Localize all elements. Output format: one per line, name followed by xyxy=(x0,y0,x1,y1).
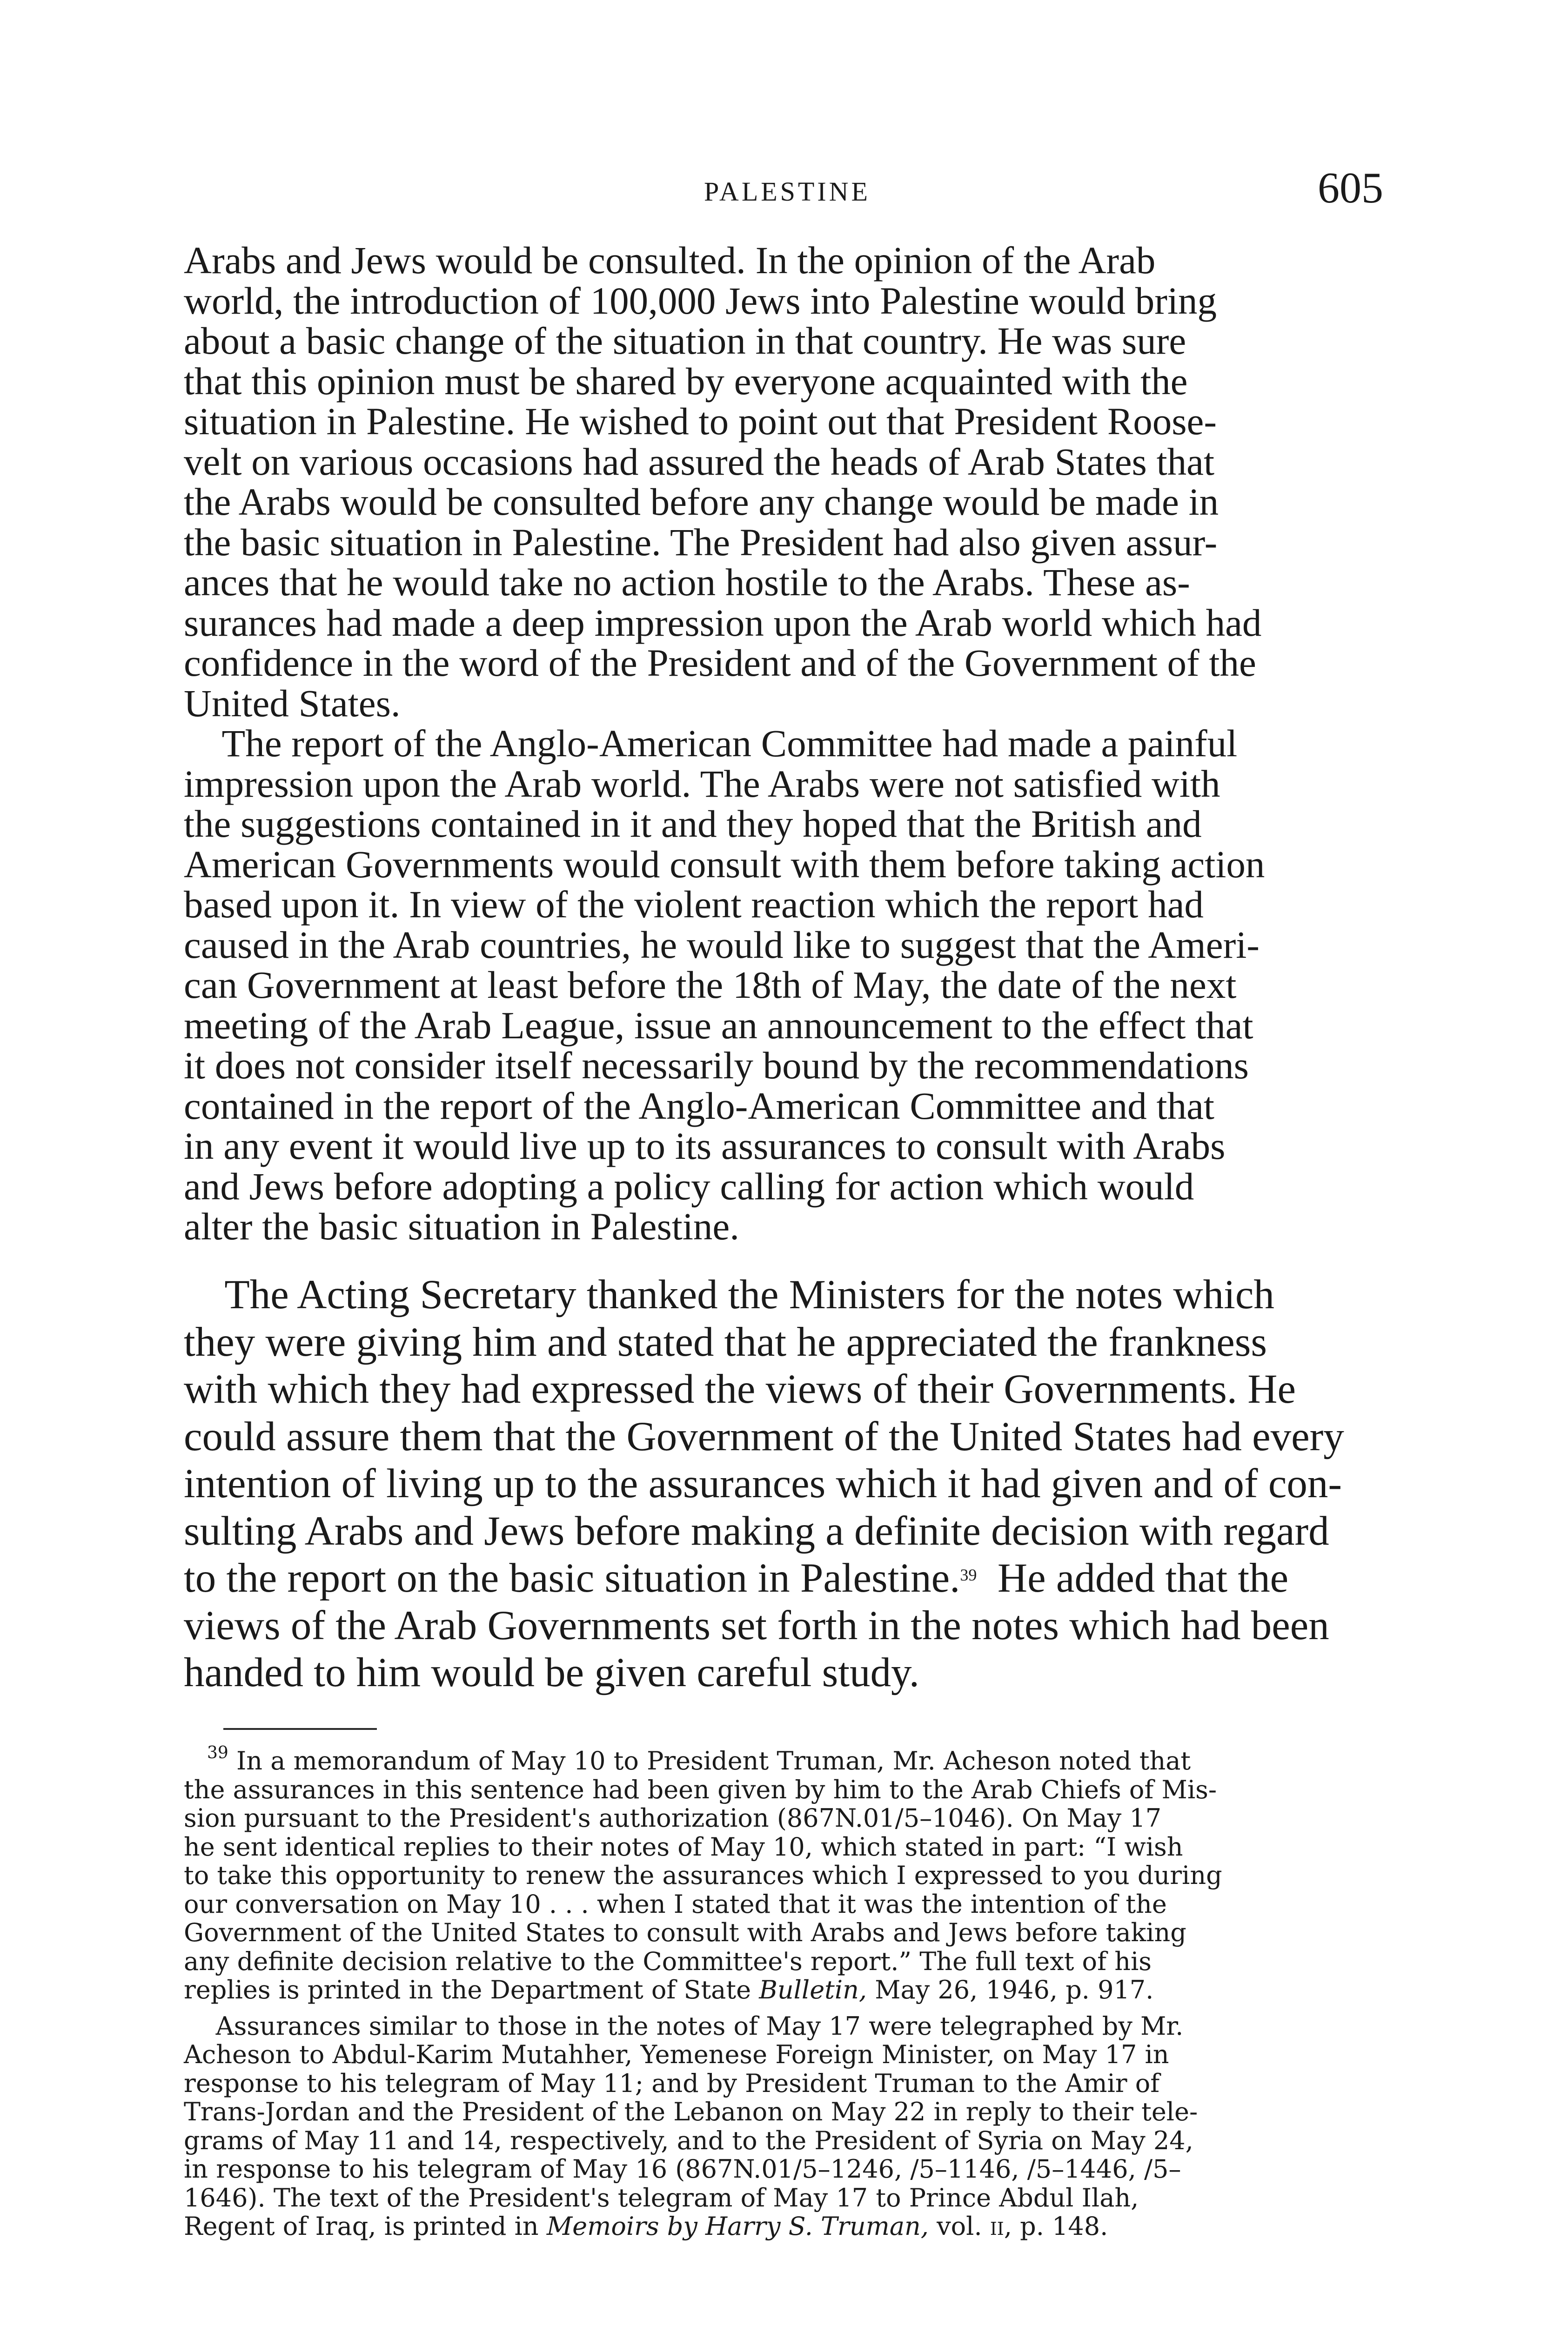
text-segment: to the report on the basic situation in Palestine. xyxy=(184,1555,960,1601)
text-line: about a basic change of the situation in that country. He was sure xyxy=(184,319,1186,362)
text-line: based upon it. In view of the violent reaction which the report had xyxy=(184,883,1204,926)
text-line: Government of the United States to consult with Arabs and Jews before taking xyxy=(184,1918,1186,1947)
text-line xyxy=(184,2212,1400,2241)
text-line: alter the basic situation in Palestine. xyxy=(184,1205,739,1248)
publication-title: Bulletin, xyxy=(759,1975,867,2004)
text-line: that this opinion must be shared by everyone acquainted with the xyxy=(184,359,1188,403)
text-line xyxy=(184,1555,1400,1602)
text-line: American Governments would consult with them before taking action xyxy=(184,842,1265,886)
text-line: ances that he would take no action hostile to the Arabs. These as- xyxy=(184,561,1190,604)
text-line: confidence in the word of the President and of the Government of the xyxy=(184,641,1256,684)
text-line: meeting of the Arab League, issue an announcement to the effect that xyxy=(184,1003,1253,1047)
text-line: the assurances in this sentence had been given by him to the Arab Chiefs of Mis- xyxy=(184,1775,1217,1804)
text-line: can Government at least before the 18th of May, the date of the next xyxy=(184,963,1237,1006)
text-line: handed to him would be given careful study. xyxy=(184,1650,920,1695)
running-head: PALESTINE xyxy=(704,176,871,207)
footnote-39 xyxy=(184,1743,1400,2241)
text-line: with which they had expressed the views of their Governments. He xyxy=(184,1366,1296,1412)
body-paragraph-2 xyxy=(184,723,1400,1247)
text-line: Arabs and Jews would be consulted. In the opinion of the Arab xyxy=(184,239,1156,282)
body-text-top xyxy=(184,240,1400,1247)
text-line: views of the Arab Governments set forth in the notes which had been xyxy=(184,1602,1329,1648)
text-line: situation in Palestine. He wished to point out that President Roose- xyxy=(184,400,1217,443)
publication-title: Memoirs by Harry S. Truman, xyxy=(546,2212,929,2241)
text-line: our conversation on May 10 . . . when I stated that it was the intention of the xyxy=(184,1889,1167,1919)
text-line: Trans-Jordan and the President of the Lebanon on May 22 in reply to their tele- xyxy=(184,2097,1198,2126)
volume-number: ii xyxy=(990,2212,1004,2241)
text-line: Assurances similar to those in the notes of May 17 were telegraphed by Mr. xyxy=(184,2011,1184,2041)
text-line: The Acting Secretary thanked the Ministers for the notes which xyxy=(184,1272,1274,1318)
text-line: grams of May 11 and 14, respectively, and to the President of Syria on May 24, xyxy=(184,2125,1193,2155)
text-line: the Arabs would be consulted before any change would be made in xyxy=(184,480,1219,523)
text-segment: He added that the xyxy=(977,1555,1289,1601)
text-line: world, the introduction of 100,000 Jews into Palestine would bring xyxy=(184,279,1217,322)
footnote-marker: 39 xyxy=(207,1743,228,1762)
text-line xyxy=(184,1743,1400,1776)
footnote-paragraph-2 xyxy=(184,2012,1400,2241)
text-line: surances had made a deep impression upon the Arab world which had xyxy=(184,601,1262,644)
text-line: and Jews before adopting a policy calling for action which would xyxy=(184,1164,1194,1208)
text-line: in response to his telegram of May 16 (867N.01/5–1246, /5–1146, /5–1446, /5– xyxy=(184,2154,1181,2184)
text-line: sion pursuant to the President's authorization (867N.01/5–1046). On May 17 xyxy=(184,1803,1162,1833)
body-paragraph-1 xyxy=(184,240,1400,723)
text-segment: Regent of Iraq, is printed in xyxy=(184,2212,547,2241)
text-line: intention of living up to the assurances which it had given and of con- xyxy=(184,1461,1342,1506)
text-line: velt on various occasions had assured the heads of Arab States that xyxy=(184,440,1215,483)
text-line: 1646). The text of the President's telegram of May 17 to Prince Abdul Ilah, xyxy=(184,2183,1139,2213)
text-line: to take this opportunity to renew the assurances which I expressed to you during xyxy=(184,1861,1222,1890)
body-paragraph-3 xyxy=(184,1271,1400,1697)
text-line: contained in the report of the Anglo-American Committee and that xyxy=(184,1084,1214,1127)
text-line: they were giving him and stated that he appreciated the frankness xyxy=(184,1319,1267,1365)
text-segment: replies is printed in the Department of State xyxy=(184,1975,759,2004)
text-line: any definite decision relative to the Committee's report.” The full text of his xyxy=(184,1946,1152,1976)
text-line: sulting Arabs and Jews before making a definite decision with regard xyxy=(184,1508,1329,1554)
text-line: The report of the Anglo-American Committee had made a painful xyxy=(184,722,1238,765)
page-number: 605 xyxy=(1318,164,1383,212)
text-line: the basic situation in Palestine. The President had also given assur- xyxy=(184,520,1218,564)
footnote-reference-39[interactable]: 39 xyxy=(960,1566,977,1584)
text-line: he sent identical replies to their notes of May 10, which stated in part: “I wish xyxy=(184,1832,1183,1862)
text-line: in any event it would live up to its assurances to consult with Arabs xyxy=(184,1124,1226,1167)
text-line: United States. xyxy=(184,681,401,725)
text-segment: May 26, 1946, p. 917. xyxy=(867,1975,1154,2004)
text-line xyxy=(184,1976,1400,2004)
text-line: the suggestions contained in it and they hoped that the British and xyxy=(184,802,1202,845)
text-line: Acheson to Abdul-Karim Mutahher, Yemenese Foreign Minister, on May 17 in xyxy=(184,2040,1169,2069)
text-segment: In a memorandum of May 10 to President Truman, Mr. Acheson noted that xyxy=(228,1746,1191,1776)
footnote-divider xyxy=(223,1728,377,1730)
text-line: impression upon the Arab world. The Arabs were not satisfied with xyxy=(184,762,1220,805)
text-line: could assure them that the Government of the United States had every xyxy=(184,1413,1344,1459)
text-line: response to his telegram of May 11; and by President Truman to the Amir of xyxy=(184,2068,1160,2098)
footnote-paragraph-1 xyxy=(184,1743,1400,2004)
text-segment: vol. xyxy=(928,2212,990,2241)
text-segment: , p. 148. xyxy=(1004,2212,1108,2241)
text-line: caused in the Arab countries, he would like to suggest that the Ameri- xyxy=(184,923,1260,966)
text-line: it does not consider itself necessarily bound by the recommendations xyxy=(184,1044,1249,1087)
